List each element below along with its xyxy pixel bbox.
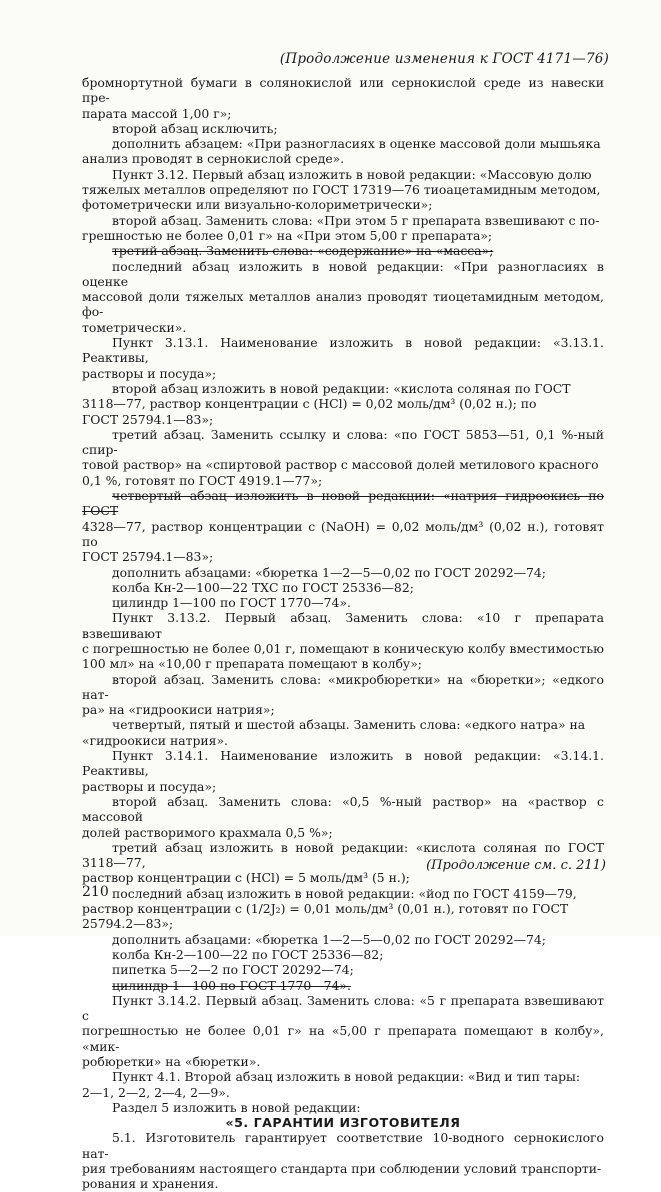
text-line: Пункт 3.13.2. Первый абзац. Заменить слова: «10 г препарата взвешивают xyxy=(82,610,604,641)
text-line: анализ проводят в сернокислой среде». xyxy=(82,151,345,167)
continuation-note: (Продолжение см. с. 211) xyxy=(426,858,606,873)
text-line: четвертый, пятый и шестой абзацы. Заменить слова: «едкого натра» на xyxy=(112,717,586,733)
text-line: тометрически». xyxy=(82,319,187,335)
text-line: раствор концентрации с (HCl) = 5 моль/дм³ (5 н.); xyxy=(82,870,410,886)
text-line: тяжелых металлов определяют по ГОСТ 17319—76 тиоацетамидным методом, xyxy=(82,182,601,198)
text-line: рия требованиям настоящего стандарта при соблюдении условий транспорти- xyxy=(82,1161,602,1177)
text-line: бромнортутной бумаги в солянокислой или сернокислой среде из навески пре- xyxy=(82,75,604,106)
text-line: растворы и посуда»; xyxy=(82,778,217,794)
text-line: фотометрически или визуально-колориметрически»; xyxy=(82,197,433,213)
text-line: «гидроокиси натрия». xyxy=(82,732,228,748)
text-line: массовой доли тяжелых металлов анализ проводят тиоцетамидным методом, фо- xyxy=(82,289,604,320)
section-heading: «5. ГАРАНТИИ ИЗГОТОВИТЕЛЯ xyxy=(225,1115,461,1131)
text-line: дополнить абзацами: «бюретка 1—2—5—0,02 по ГОСТ 20292—74; xyxy=(112,931,546,947)
text-line: 4328—77, раствор концентрации с (NaOH) = 0,02 моль/дм³ (0,02 н.), готовят по xyxy=(82,518,604,549)
text-line: последний абзац изложить в новой редакции: «При разногласиях в оценке xyxy=(82,258,604,289)
text-line: Пункт 3.14.2. Первый абзац. Заменить слова: «5 г препарата взвешивают с xyxy=(82,992,604,1024)
text-line: 0,1 %, готовят по ГОСТ 4919.1—77»; xyxy=(82,472,323,488)
text-line: парата массой 1,00 г»; xyxy=(82,105,232,121)
text-line: второй абзац. Заменить слова: «микробюретки» на «бюретки»; «едкого нат- xyxy=(82,671,604,702)
text-line: дополнить абзацем: «При разногласиях в оценке массовой доли мышьяка xyxy=(112,136,601,152)
text-line: ГОСТ 25794.1—83»; xyxy=(82,549,214,565)
text-line: дополнить абзацами: «бюретка 1—2—5—0,02 по ГОСТ 20292—74; xyxy=(112,564,546,580)
text-line: 5.1. Изготовитель гарантирует соответствие 10-водного сернокислого нат- xyxy=(82,1130,604,1161)
text-line: последний абзац изложить в новой редакции: «йод по ГОСТ 4159—79, xyxy=(112,885,577,901)
text-line: долей растворимого крахмала 0,5 %»; xyxy=(82,824,333,840)
running-header: (Продолжение изменения к ГОСТ 4171—76) xyxy=(279,51,609,67)
text-line: цилиндр 1—100 по ГОСТ 1770—74». xyxy=(112,595,351,611)
document-body xyxy=(82,75,604,1192)
text-line: робюретки» на «бюретки». xyxy=(82,1054,261,1069)
text-line: Пункт 3.14.1. Наименование изложить в новой редакции: «3.14.1. Реактивы, xyxy=(82,748,604,779)
text-line: 25794.2—83»; xyxy=(82,916,174,932)
text-line: второй абзац исключить; xyxy=(112,120,278,136)
text-line: колба Кн-2—100—22 по ГОСТ 25336—82; xyxy=(112,946,384,962)
text-line: третий абзац. Заменить ссылку и слова: «по ГОСТ 5853—51, 0,1 %-ный спир- xyxy=(82,426,604,458)
text-line: третий абзац изложить в новой редакции: «кислота соляная по ГОСТ 3118—77, xyxy=(82,839,604,871)
text-line: растворы и посуда»; xyxy=(82,365,217,381)
text-line: четвертый абзац изложить в новой редакции: «натрия гидроокись по ГОСТ xyxy=(82,488,604,519)
text-line: колба Кн-2—100—22 ТХС по ГОСТ 25336—82; xyxy=(112,579,414,595)
text-line: Пункт 3.13.1. Наименование изложить в новой редакции: «3.13.1. Реактивы, xyxy=(82,335,604,366)
text-line: второй абзац изложить в новой редакции: «кислота соляная по ГОСТ xyxy=(112,380,571,396)
text-line: 2—1, 2—2, 2—4, 2—9». xyxy=(82,1084,230,1100)
text-line: цилиндр 1—100 по ГОСТ 1770—74». xyxy=(112,977,351,993)
text-line: с погрешностью не более 0,01 г, помещают в коническую колбу вместимостью xyxy=(82,640,604,656)
text-line: ра» на «гидроокиси натрия»; xyxy=(82,702,275,718)
text-line: Пункт 3.12. Первый абзац изложить в новой редакции: «Массовую долю xyxy=(112,166,592,182)
text-line: Раздел 5 изложить в новой редакции: xyxy=(112,1099,361,1115)
text-line: рования и хранения. xyxy=(82,1176,219,1192)
text-line: 100 мл» на «10,00 г препарата помещают в колбу»; xyxy=(82,656,422,672)
text-line: товой раствор» на «спиртовой раствор с массовой долей метилового красного xyxy=(82,457,599,473)
page-number: 210 xyxy=(82,884,109,900)
text-line: 3118—77, раствор концентрации с (HCl) = 0,02 моль/дм³ (0,02 н.); по xyxy=(82,396,537,412)
text-line: ГОСТ 25794.1—83»; xyxy=(82,411,214,427)
text-line: третий абзац. Заменить слова: «содержание» на «масса»; xyxy=(112,243,494,259)
text-line: раствор концентрации с (1/2J₂) = 0,01 моль/дм³ (0,01 н.), готовят по ГОСТ xyxy=(82,901,569,917)
text-line: погрешностью не более 0,01 г» на «5,00 г препарата помещают в колбу», «мик- xyxy=(82,1023,604,1054)
text-line: Пункт 4.1. Второй абзац изложить в новой редакции: «Вид и тип тары: xyxy=(112,1069,581,1085)
text-line: второй абзац. Заменить слова: «0,5 %-ный раствор» на «раствор с массовой xyxy=(82,793,604,825)
text-line: грешностью не более 0,01 г» на «При этом 5,00 г препарата»; xyxy=(82,227,493,243)
text-line: пипетка 5—2—2 по ГОСТ 20292—74; xyxy=(112,962,354,978)
text-line: второй абзац. Заменить слова: «При этом 5 г препарата взвешивают с по- xyxy=(112,212,600,228)
